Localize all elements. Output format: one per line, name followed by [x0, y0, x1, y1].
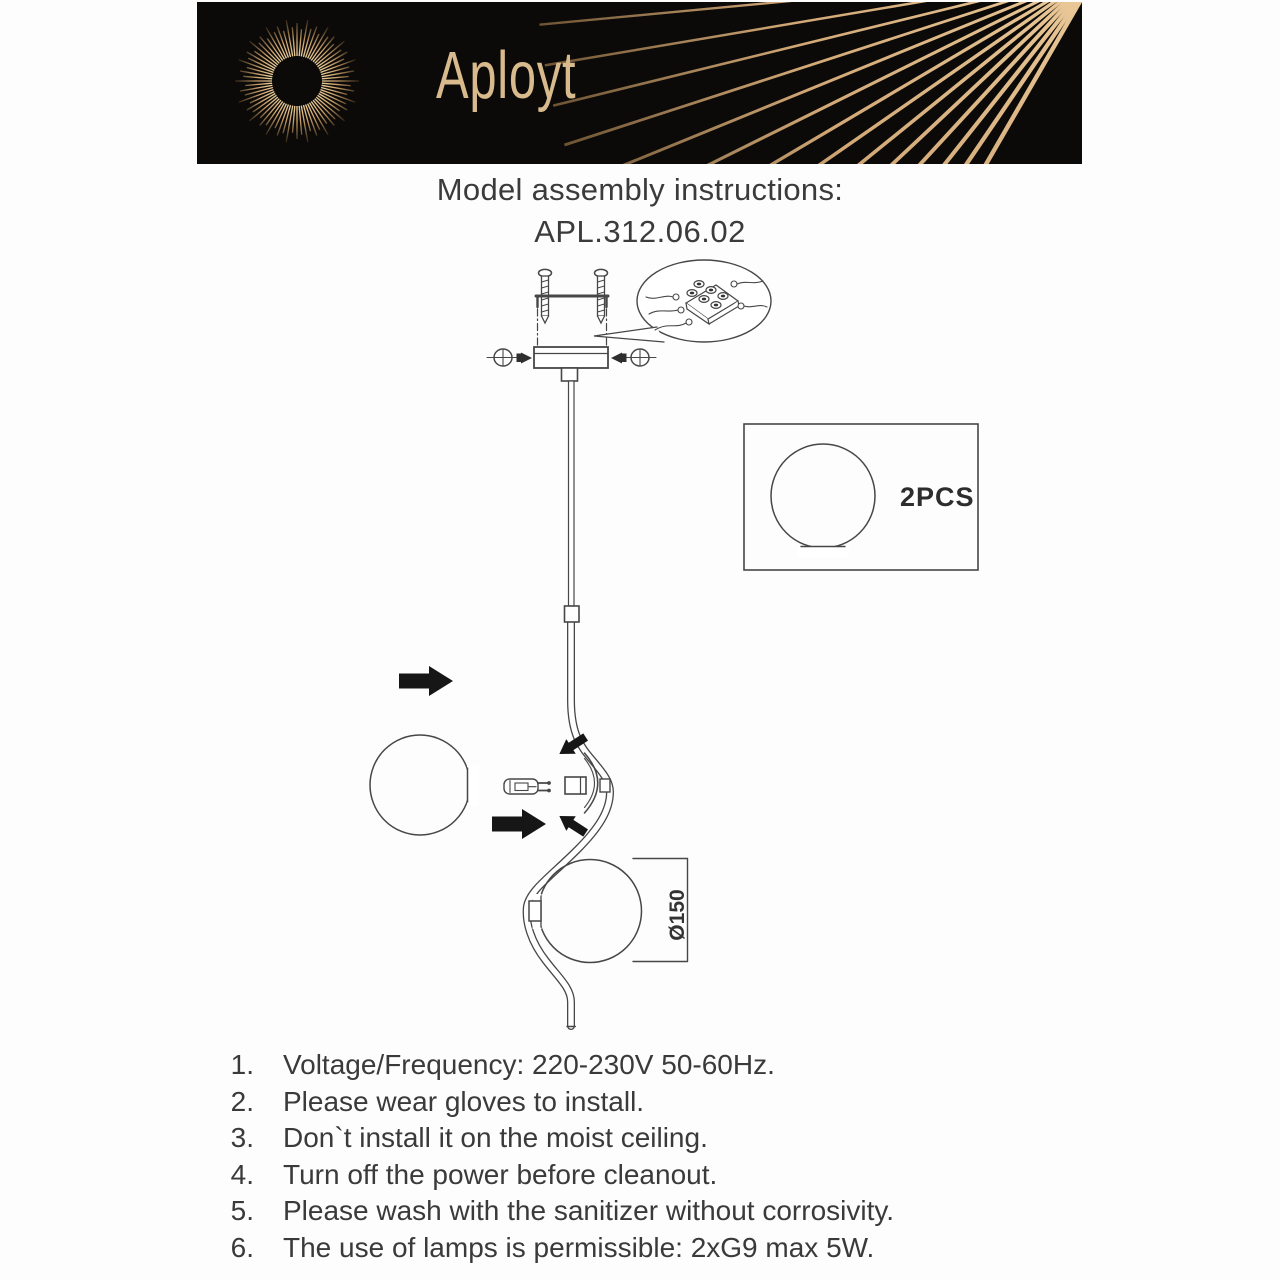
canopy-stem: [562, 368, 578, 381]
item-number: 3.: [230, 1122, 254, 1153]
item-text: The use of lamps is permissible: 2xG9 max 5W.: [283, 1231, 875, 1263]
side-screw-left-icon: [487, 349, 532, 366]
lower-socket: [529, 901, 541, 921]
model-code: APL.312.06.02: [534, 214, 746, 249]
side-screw-right-icon: [611, 349, 656, 366]
parts-count-label: 2PCS: [900, 482, 975, 512]
rod-connector: [565, 606, 580, 622]
item-number: 2.: [230, 1085, 254, 1117]
list-item: [226, 1230, 894, 1267]
arrow-right-icon: [492, 809, 546, 839]
item-text: Voltage/Frequency: 220-230V 50-60Hz.: [283, 1049, 775, 1080]
ceiling-mount-group: [487, 269, 656, 381]
g9-bulb-icon: [504, 779, 551, 794]
item-number: 6.: [230, 1231, 254, 1263]
terminal-detail-callout: [594, 260, 771, 342]
upper-socket: [565, 777, 586, 794]
item-number: 4.: [230, 1158, 254, 1190]
suspension-rod: [569, 381, 575, 606]
list-item: [226, 1120, 894, 1157]
list-item: [226, 1047, 894, 1084]
brand-logotype: Aployt: [436, 38, 577, 113]
callout-tail: [594, 327, 664, 342]
arrow-right-icon: [399, 666, 453, 696]
exploded-assembly-group: [370, 735, 610, 835]
glass-sphere-lower: [539, 860, 642, 963]
doc-title: Model assembly instructions:: [436, 172, 844, 207]
list-item: [226, 1157, 894, 1194]
item-text: Don`t install it on the moist ceiling.: [283, 1122, 708, 1153]
item-number: 5.: [230, 1195, 254, 1226]
instruction-list: [226, 1047, 894, 1266]
canopy-cup: [534, 347, 608, 368]
item-number: 1.: [230, 1049, 254, 1080]
item-text: Please wear gloves to install.: [283, 1085, 645, 1117]
socket-mount-nub: [600, 779, 610, 792]
list-item: [226, 1084, 894, 1121]
glass-sphere-loose: [370, 735, 470, 835]
diameter-dimension-label: Ø150: [666, 889, 689, 941]
list-item: [226, 1193, 894, 1230]
item-text: Turn off the power before cleanout.: [283, 1158, 718, 1190]
spare-sphere: [771, 444, 875, 548]
item-text: Please wash with the sanitizer without corrosivity.: [283, 1195, 895, 1226]
